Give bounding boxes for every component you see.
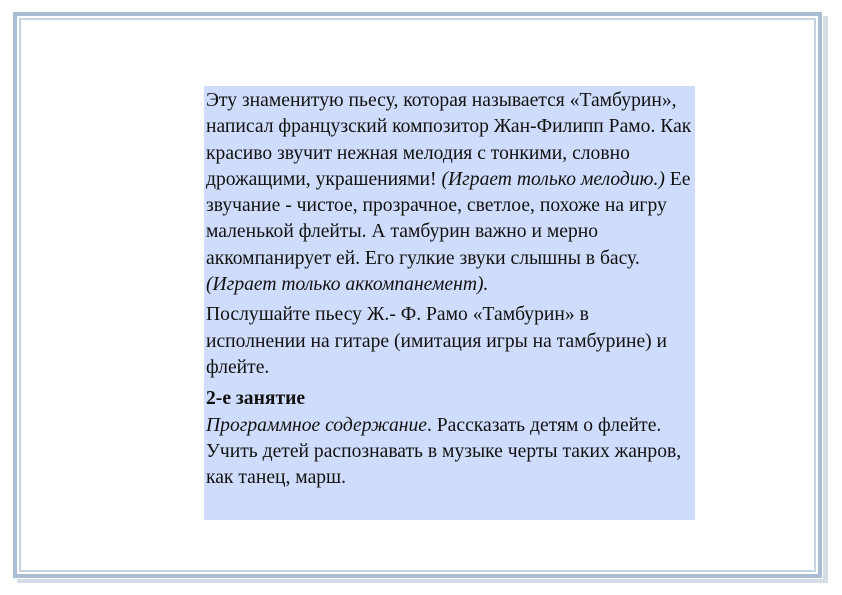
paragraph-description: [206, 88, 693, 298]
frame-shadow-right: [823, 16, 828, 582]
frame-shadow-bottom: [17, 579, 828, 583]
lesson-content-text: . Рассказать детям о флейте. Учить детей распознавать в музыке черты таких жанров, как танец, марш.: [206, 414, 682, 489]
paragraph-description-part2: Ее звучание - чистое, прозрачное, светлое, похоже на игру маленькой флейты. А тамбурин важно и мерно аккомпанирует ей. Его гулкие звуки слышны в басу.: [206, 168, 691, 269]
text-box: [204, 86, 695, 520]
paragraph-description-part1: Эту знаменитую пьесу, которая называется «Тамбурин», написал французский композитор Жан-Филипп Рамо. Как красиво звучит нежная мелодия с тонкими, словно дрожащими, украшениями!: [206, 90, 692, 190]
paragraph-listen: Послушайте пьесу Ж.- Ф. Рамо «Тамбурин» в исполнении на гитаре (имитация игры на тамбурине) и флейте.: [206, 304, 668, 378]
lesson-content: [206, 413, 693, 492]
lesson-heading: 2-е занятие: [206, 388, 306, 410]
stage-direction-melody: (Играет только мелодию.): [441, 168, 665, 190]
stage-direction-accompaniment: (Играет только аккомпанемент).: [206, 274, 489, 296]
program-content-label: Программное содержание: [206, 414, 427, 436]
